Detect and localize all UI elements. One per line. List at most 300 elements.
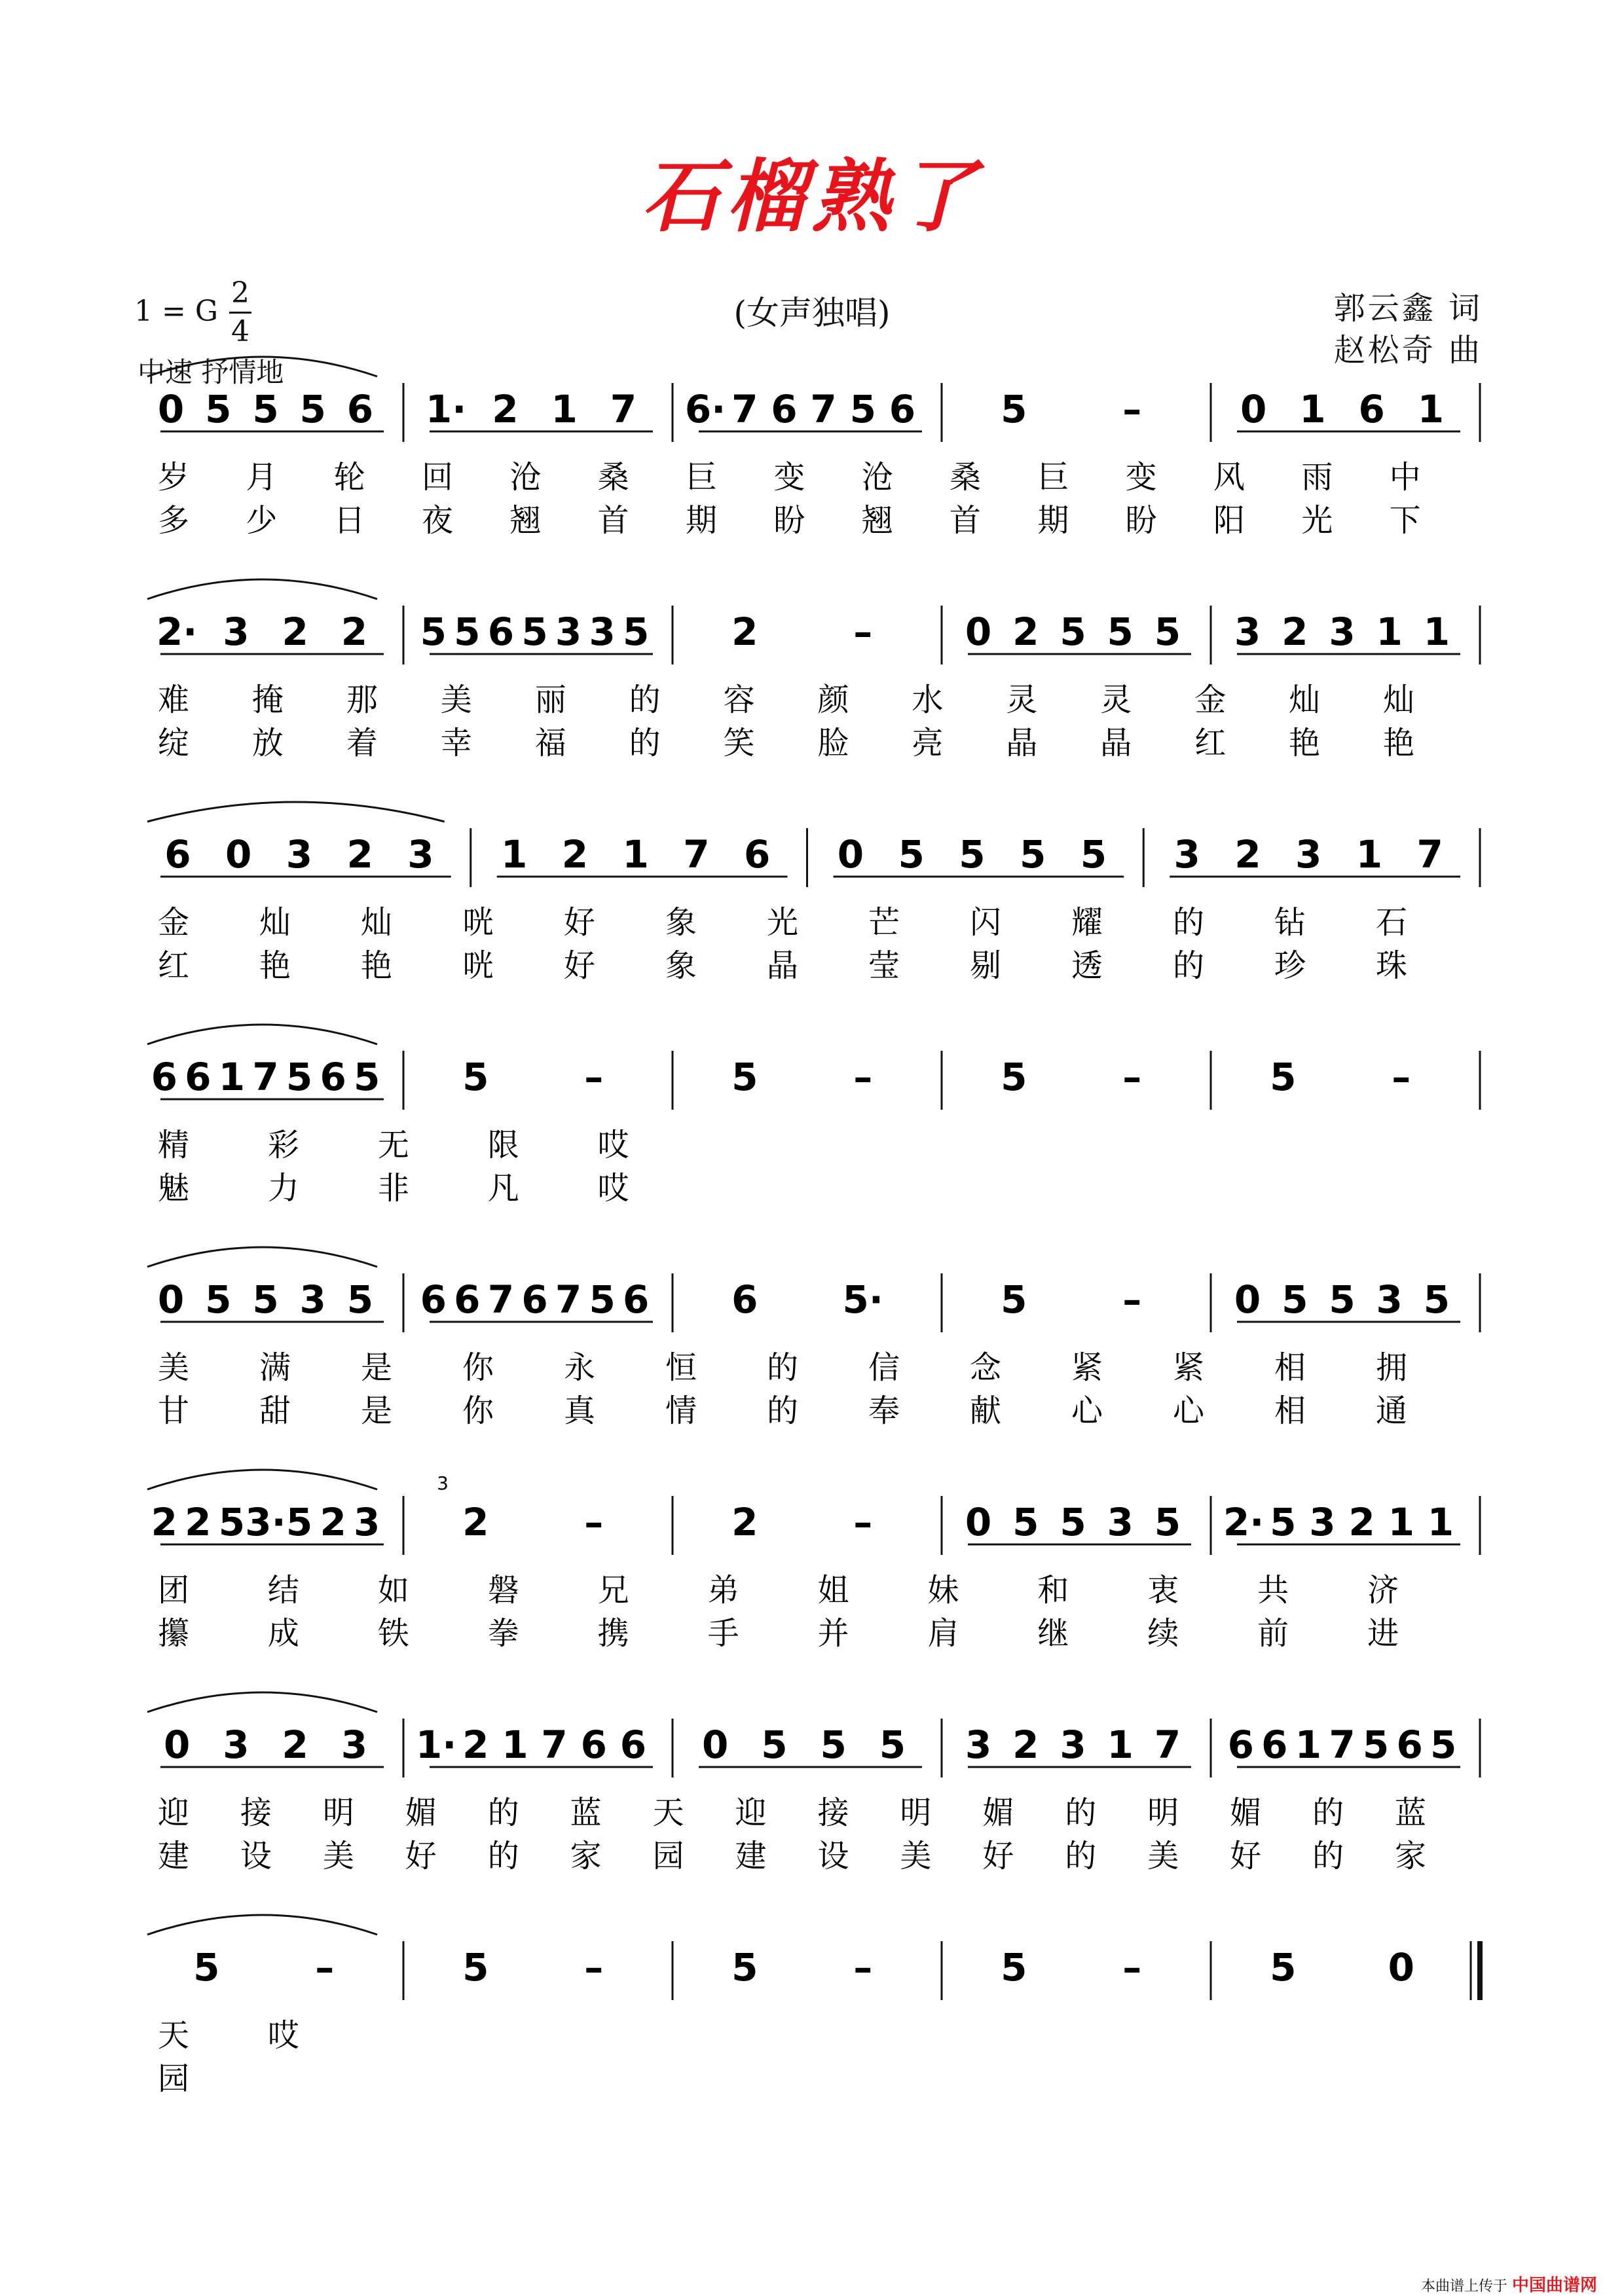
note: 2 — [1282, 610, 1308, 654]
lyric-char: 并 — [817, 1615, 849, 1652]
note: 1 — [1388, 1500, 1414, 1544]
note: – — [853, 1945, 873, 1990]
note: 5 — [1154, 1500, 1181, 1544]
lyric-char: 艳 — [259, 947, 291, 984]
lyric-char: 明 — [1147, 1795, 1179, 1831]
note: 5 — [454, 610, 481, 654]
lyric-char: 进 — [1367, 1615, 1399, 1652]
note: 1 — [1299, 387, 1326, 431]
note: 3 — [1309, 1500, 1336, 1544]
lyric-char: 美 — [1147, 1838, 1179, 1874]
lyric-char: 媚 — [982, 1795, 1014, 1831]
note: 1 — [622, 832, 649, 877]
lyric-char: 兄 — [597, 1572, 629, 1609]
lyric-char: 献 — [969, 1393, 1002, 1429]
slur — [147, 1915, 377, 1935]
triplet-mark: 3 — [437, 1472, 449, 1494]
lyric-char: 成 — [267, 1615, 299, 1652]
lyric-char: 魅 — [157, 1170, 190, 1207]
lyric-char: 肩 — [927, 1615, 959, 1652]
lyric-char: 翘 — [861, 502, 893, 539]
note: 6 — [185, 1055, 212, 1099]
note: 5 — [299, 387, 326, 431]
note: 6 — [743, 832, 771, 877]
slur — [147, 802, 445, 822]
lyric-char: 珍 — [1274, 947, 1306, 984]
lyric-char: 闪 — [969, 904, 1002, 941]
note: 1 — [1356, 832, 1383, 877]
note: 6 — [1261, 1722, 1288, 1767]
lyric-char: 沧 — [509, 459, 542, 496]
lyric-char: 的 — [766, 1349, 799, 1386]
lyric-char: 天 — [652, 1795, 684, 1831]
lyric-char: 好 — [1230, 1838, 1262, 1874]
lyric-char: 的 — [766, 1393, 799, 1429]
lyric-char: 幸 — [440, 725, 472, 761]
lyric-char: 衷 — [1147, 1572, 1179, 1609]
lyric-char: 期 — [1037, 502, 1069, 539]
key-signature: 1 = G — [134, 295, 218, 328]
lyric-char: 耀 — [1071, 904, 1103, 941]
lyricist-credit: 郭云鑫 词 — [1333, 290, 1483, 327]
lyric-char: 无 — [377, 1127, 409, 1163]
lyric-char: 那 — [346, 682, 378, 718]
lyric-char: 艳 — [1289, 725, 1321, 761]
note: 0 — [1240, 387, 1267, 431]
lyric-char: 的 — [487, 1795, 519, 1831]
lyric-char: 盼 — [1125, 502, 1157, 539]
note: 0 — [157, 1277, 185, 1322]
note: 5 — [205, 387, 232, 431]
lyric-char: 少 — [246, 502, 278, 539]
note: 2 — [1012, 610, 1039, 654]
note: 2 — [282, 1722, 308, 1767]
slur — [147, 1025, 377, 1044]
note: 3 — [965, 1722, 992, 1767]
lyric-char: 巨 — [685, 459, 718, 496]
lyric-char: 限 — [487, 1127, 519, 1163]
note: 6 — [731, 1277, 758, 1322]
note: 1 — [1427, 1500, 1454, 1544]
lyric-char: 的 — [1312, 1795, 1344, 1831]
lyric-char: 明 — [322, 1795, 354, 1831]
note: 5 — [1362, 1722, 1390, 1767]
lyric-char: 通 — [1375, 1393, 1408, 1429]
lyric-char: 园 — [157, 2060, 190, 2097]
lyric-char: 媚 — [1230, 1795, 1262, 1831]
lyric-char: 笑 — [723, 725, 755, 761]
lyric-char: 首 — [597, 502, 629, 539]
lyric-char: 弟 — [707, 1572, 739, 1609]
lyric-char: 美 — [440, 682, 472, 718]
note: 5 — [218, 1500, 246, 1544]
note: 5 — [879, 1722, 906, 1767]
note: 7 — [252, 1055, 279, 1099]
lyric-char: 美 — [157, 1349, 190, 1386]
note: 2 — [1348, 1500, 1375, 1544]
note: 5 — [898, 832, 925, 877]
note: – — [584, 1945, 604, 1990]
note: 7 — [1154, 1722, 1181, 1767]
lyric-char: 的 — [1172, 904, 1205, 941]
note: 6 — [1358, 387, 1385, 431]
lyric-char: 攥 — [157, 1615, 190, 1652]
note: – — [853, 1055, 873, 1099]
lyric-char: 紧 — [1071, 1349, 1103, 1386]
lyric-char: 手 — [707, 1615, 739, 1652]
lyric-char: 彩 — [267, 1127, 299, 1163]
note: 5 — [1423, 1277, 1450, 1322]
note: 5 — [286, 1055, 313, 1099]
lyric-char: 象 — [665, 947, 697, 984]
note: 1 — [502, 1722, 528, 1767]
lyric-char: 难 — [157, 682, 190, 718]
lyric-char: 美 — [322, 1838, 354, 1874]
note: 3 — [223, 610, 249, 654]
lyric-char: 象 — [665, 904, 697, 941]
lyric-char: 姐 — [817, 1572, 849, 1609]
lyric-char: 钻 — [1274, 904, 1306, 941]
lyric-char: 奉 — [868, 1393, 900, 1429]
lyric-char: 相 — [1274, 1349, 1306, 1386]
lyric-char: 心 — [1071, 1393, 1103, 1429]
lyric-char: 共 — [1257, 1572, 1289, 1609]
lyric-char: 多 — [157, 502, 190, 539]
slur — [147, 1692, 377, 1712]
note: 7 — [1329, 1722, 1356, 1767]
lyric-char: 建 — [157, 1838, 190, 1874]
note: 2 — [151, 1500, 177, 1544]
lyric-char: 珠 — [1375, 947, 1408, 984]
note: 5 — [1001, 1055, 1027, 1099]
lyric-char: 的 — [1065, 1838, 1097, 1874]
lyric-char: 哎 — [267, 2017, 299, 2054]
note: 2· — [1223, 1500, 1264, 1544]
note: – — [1122, 1277, 1142, 1322]
lyric-char: 甘 — [157, 1393, 190, 1429]
lyric-char: 掩 — [251, 682, 284, 718]
lyric-char: 紧 — [1172, 1349, 1205, 1386]
note: 3 — [555, 610, 582, 654]
lyric-char: 的 — [1172, 947, 1205, 984]
note: 3· — [245, 1500, 286, 1544]
note: 2 — [731, 1500, 758, 1544]
lyric-char: 前 — [1257, 1615, 1289, 1652]
lyric-char: 明 — [900, 1795, 932, 1831]
lyric-char: 期 — [685, 502, 718, 539]
lyric-char: 的 — [629, 725, 661, 761]
note: 6 — [889, 387, 916, 431]
note: 5 — [1282, 1277, 1308, 1322]
lyric-char: 哎 — [597, 1170, 629, 1207]
note: – — [315, 1945, 335, 1990]
song-subtitle: (女声独唱) — [733, 294, 891, 332]
lyric-char: 妹 — [927, 1572, 959, 1609]
note: 5 — [1430, 1722, 1457, 1767]
note: 3 — [1295, 832, 1322, 877]
lyric-char: 晶 — [1006, 725, 1038, 761]
lyric-char: 拥 — [1375, 1349, 1408, 1386]
note: 6 — [771, 387, 798, 431]
slur — [147, 357, 377, 376]
lyric-char: 放 — [251, 725, 284, 761]
lyric-char: 红 — [1194, 725, 1227, 761]
lyric-char: 透 — [1071, 947, 1103, 984]
lyric-char: 真 — [563, 1393, 596, 1429]
note: 1 — [500, 832, 528, 877]
lyric-char: 盼 — [773, 502, 805, 539]
lyric-char: 岁 — [157, 459, 190, 496]
lyric-char: 续 — [1147, 1615, 1179, 1652]
note: 5 — [959, 832, 986, 877]
lyric-char: 绽 — [157, 725, 190, 761]
tempo-marking: 中速 抒情地 — [138, 356, 284, 388]
note: 2 — [1234, 832, 1261, 877]
lyric-char: 如 — [377, 1572, 409, 1609]
note: 5 — [462, 1945, 489, 1990]
lyric-char: 力 — [267, 1170, 299, 1207]
note: 6 — [346, 387, 374, 431]
note: 5 — [252, 387, 279, 431]
note: 2 — [341, 610, 368, 654]
note: 2 — [320, 1500, 346, 1544]
note: – — [1122, 1055, 1142, 1099]
lyric-char: 剔 — [969, 947, 1002, 984]
lyric-char: 接 — [240, 1795, 272, 1831]
lyric-char: 蓝 — [570, 1795, 602, 1831]
lyric-char: 灿 — [360, 904, 393, 941]
lyric-char: 家 — [1395, 1838, 1427, 1874]
lyric-char: 继 — [1037, 1615, 1069, 1652]
note: 6 — [320, 1055, 346, 1099]
lyric-char: 芒 — [868, 904, 900, 941]
lyric-char: 丽 — [534, 682, 566, 718]
note: 5 — [205, 1277, 232, 1322]
lyric-char: 阳 — [1213, 502, 1246, 539]
lyric-char: 是 — [360, 1349, 393, 1386]
lyric-char: 沧 — [861, 459, 893, 496]
lyric-char: 回 — [421, 459, 454, 496]
note: 5 — [1019, 832, 1046, 877]
note: 6 — [487, 610, 515, 654]
lyric-char: 情 — [665, 1393, 697, 1429]
lyric-char: 美 — [900, 1838, 932, 1874]
note: 3 — [286, 832, 313, 877]
lyric-char: 艳 — [1383, 725, 1415, 761]
note: 5 — [1270, 1055, 1297, 1099]
note: 6 — [454, 1277, 481, 1322]
lyric-char: 变 — [773, 459, 805, 496]
lyric-char: 翘 — [509, 502, 542, 539]
note: 3 — [1060, 1722, 1086, 1767]
lyric-char: 念 — [969, 1349, 1002, 1386]
note: 3 — [1173, 832, 1200, 877]
time-signature-bottom: 4 — [231, 315, 249, 348]
lyric-char: 雨 — [1301, 459, 1333, 496]
lyric-char: 艳 — [360, 947, 393, 984]
note: 1 — [551, 387, 578, 431]
note: 7 — [1416, 832, 1443, 877]
lyric-char: 灵 — [1100, 682, 1132, 718]
note: 5 — [1080, 832, 1107, 877]
site-footer — [1421, 2272, 1597, 2296]
footer-upload-text: 本曲谱上传于 — [1421, 2278, 1508, 2295]
note: 5 — [589, 1277, 616, 1322]
lyric-char: 下 — [1389, 502, 1421, 539]
note: 5 — [623, 610, 650, 654]
note: 0 — [163, 1722, 191, 1767]
lyric-char: 满 — [259, 1349, 291, 1386]
note: 5 — [346, 1277, 374, 1322]
lyric-char: 光 — [1301, 502, 1333, 539]
note: 1 — [1417, 387, 1445, 431]
lyric-char: 磐 — [487, 1572, 519, 1609]
lyric-char: 石 — [1375, 904, 1408, 941]
note: 6 — [619, 1722, 647, 1767]
note: 1 — [1295, 1722, 1322, 1767]
lyric-char: 非 — [377, 1170, 409, 1207]
lyric-char: 好 — [563, 904, 596, 941]
note: 2 — [731, 610, 758, 654]
lyric-char: 家 — [570, 1838, 602, 1874]
lyric-char: 天 — [157, 2017, 190, 2054]
lyric-char: 永 — [563, 1349, 596, 1386]
lyric-char: 拳 — [487, 1615, 519, 1652]
note: 5 — [1001, 1277, 1027, 1322]
note: – — [584, 1055, 604, 1099]
note: 0 — [1388, 1945, 1414, 1990]
lyric-char: 容 — [723, 682, 755, 718]
lyric-char: 中 — [1389, 459, 1421, 496]
lyric-char: 团 — [157, 1572, 190, 1609]
note: 5 — [731, 1945, 758, 1990]
note: 3 — [299, 1277, 326, 1322]
lyric-char: 光 — [766, 904, 799, 941]
note: 1· — [425, 387, 467, 431]
lyric-char: 蓝 — [1395, 1795, 1427, 1831]
note: 2 — [282, 610, 308, 654]
note: 6 — [623, 1277, 650, 1322]
lyric-char: 咣 — [462, 947, 494, 984]
lyric-char: 济 — [1367, 1572, 1399, 1609]
note: 3 — [223, 1722, 249, 1767]
note: 7 — [610, 387, 637, 431]
lyric-char: 园 — [652, 1838, 684, 1874]
note: 5 — [1154, 610, 1181, 654]
lyric-char: 的 — [1312, 1838, 1344, 1874]
note: 2 — [462, 1722, 489, 1767]
note: 0 — [1234, 1277, 1261, 1322]
lyric-char: 好 — [563, 947, 596, 984]
note: 5 — [462, 1055, 489, 1099]
note: 7 — [555, 1277, 582, 1322]
note: 0 — [225, 832, 252, 877]
note: 1 — [1423, 610, 1450, 654]
note: 3 — [1107, 1500, 1134, 1544]
note: 7 — [541, 1722, 568, 1767]
note: 1 — [1376, 610, 1403, 654]
lyric-char: 哎 — [597, 1127, 629, 1163]
slur — [147, 1247, 377, 1267]
lyric-char: 灿 — [1383, 682, 1415, 718]
note: 0 — [157, 387, 185, 431]
lyric-char: 红 — [157, 947, 190, 984]
note: 5 — [252, 1277, 279, 1322]
note: 6 — [521, 1277, 548, 1322]
note: 5 — [849, 387, 876, 431]
note: 6 — [164, 832, 191, 877]
note: 2 — [185, 1500, 212, 1544]
lyric-char: 结 — [267, 1572, 299, 1609]
note: – — [1122, 387, 1142, 431]
note: 5 — [354, 1055, 380, 1099]
lyric-char: 脸 — [817, 725, 849, 761]
note: 6 — [580, 1722, 607, 1767]
note: 2 — [1012, 1722, 1039, 1767]
lyric-char: 日 — [333, 502, 365, 539]
note: 5 — [521, 610, 548, 654]
lyric-char: 风 — [1213, 459, 1246, 496]
lyric-char: 灿 — [1289, 682, 1321, 718]
slur — [147, 579, 377, 599]
lyric-char: 首 — [949, 502, 982, 539]
lyric-char: 变 — [1125, 459, 1157, 496]
note: 5 — [1107, 610, 1134, 654]
lyric-char: 你 — [462, 1393, 494, 1429]
lyric-char: 携 — [597, 1615, 629, 1652]
lyric-char: 迎 — [735, 1795, 767, 1831]
note: – — [853, 610, 873, 654]
lyric-char: 巨 — [1037, 459, 1069, 496]
lyric-char: 颜 — [817, 682, 849, 718]
note: – — [853, 1500, 873, 1544]
lyric-char: 轮 — [333, 459, 365, 496]
lyric-char: 设 — [817, 1838, 849, 1874]
lyric-char: 的 — [1065, 1795, 1097, 1831]
lyric-char: 信 — [868, 1349, 900, 1386]
lyric-char: 亮 — [912, 725, 944, 761]
lyric-char: 桑 — [597, 459, 629, 496]
note: 5 — [286, 1500, 313, 1544]
note: 2 — [462, 1500, 489, 1544]
note: – — [1392, 1055, 1411, 1099]
lyric-char: 福 — [534, 725, 566, 761]
note: 5 — [1060, 610, 1086, 654]
lyric-char: 着 — [346, 725, 378, 761]
footer-site-name: 中国曲谱网 — [1512, 2276, 1598, 2295]
note: 3 — [1234, 610, 1261, 654]
lyric-char: 精 — [157, 1127, 190, 1163]
lyric-char: 好 — [982, 1838, 1014, 1874]
lyric-char: 灿 — [259, 904, 291, 941]
note: – — [584, 1500, 604, 1544]
note: 6 — [420, 1277, 447, 1322]
slur — [147, 1470, 377, 1489]
note: 5 — [731, 1055, 758, 1099]
note: 7 — [731, 387, 758, 431]
lyric-char: 咣 — [462, 904, 494, 941]
note: 3 — [354, 1500, 380, 1544]
lyric-char: 金 — [1194, 682, 1227, 718]
note: 3 — [407, 832, 434, 877]
note: 2 — [561, 832, 589, 877]
lyric-char: 心 — [1172, 1393, 1205, 1429]
lyric-char: 接 — [817, 1795, 849, 1831]
lyric-char: 夜 — [421, 502, 454, 539]
note: 5 — [193, 1945, 220, 1990]
time-signature-top: 2 — [231, 276, 249, 310]
lyric-char: 月 — [246, 459, 278, 496]
